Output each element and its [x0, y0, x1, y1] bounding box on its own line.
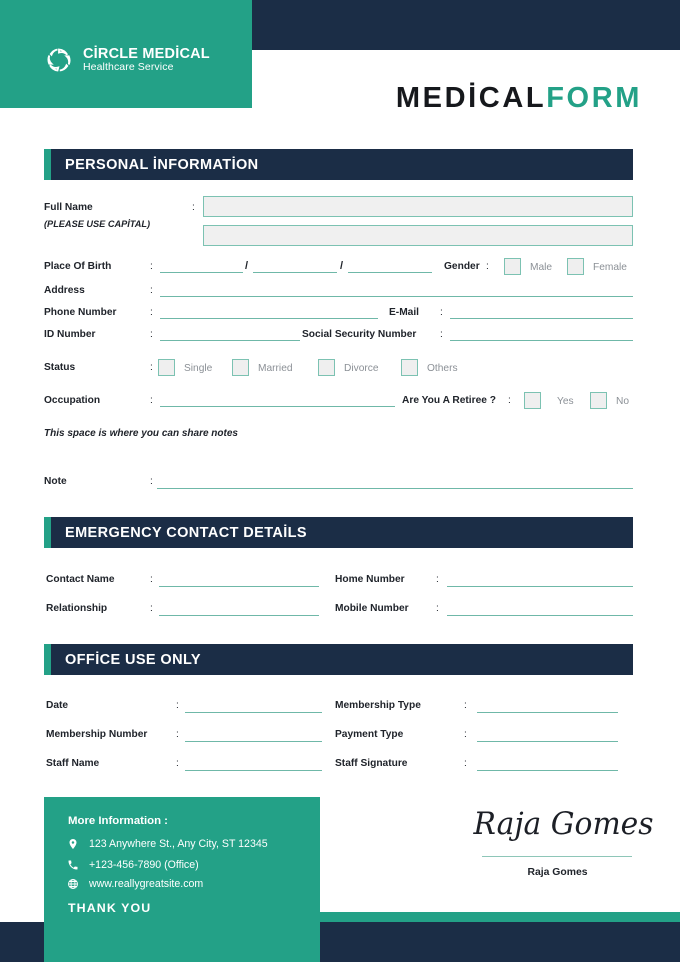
colon-note: : — [150, 476, 153, 487]
input-id-number[interactable] — [160, 340, 300, 341]
label-full-name: Full Name — [44, 202, 93, 213]
label-id-number: ID Number — [44, 329, 96, 340]
label-occupation: Occupation — [44, 395, 101, 406]
signature-line — [482, 856, 632, 857]
section-title-emergency: EMERGENCY CONTACT DETAİLS — [65, 524, 308, 541]
input-full-name-line1[interactable] — [203, 196, 633, 217]
section-header-emergency-contact — [44, 517, 633, 548]
section-title-office: OFFİCE USE ONLY — [65, 651, 201, 668]
input-payment-type[interactable] — [477, 741, 618, 742]
location-pin-icon — [66, 837, 79, 850]
footer-address-text: 123 Anywhere St., Any City, ST 12345 — [89, 837, 268, 850]
brand-tagline: Healthcare Service — [83, 61, 174, 74]
signature-script: Raja Gomes — [473, 806, 654, 842]
label-membership-type: Membership Type — [335, 700, 421, 711]
page-header — [0, 0, 680, 130]
colon-social-security-number: : — [440, 329, 443, 340]
colon-id-number: : — [150, 329, 153, 340]
section-header-personal-information — [44, 149, 633, 180]
slash-separator-1: / — [245, 260, 249, 272]
page-title-accent: FORM — [546, 82, 642, 114]
label-membership-number: Membership Number — [46, 729, 148, 740]
label-social-security-number: Social Security Number — [302, 329, 417, 340]
section-header-office-use-only — [44, 644, 633, 675]
colon-relationship: : — [150, 603, 153, 614]
input-date[interactable] — [185, 712, 322, 713]
input-full-name-line2[interactable] — [203, 225, 633, 246]
label-phone-number: Phone Number — [44, 307, 117, 318]
label-address: Address — [44, 285, 85, 296]
label-staff-signature: Staff Signature — [335, 758, 408, 769]
hint-notes-space: This space is where you can share notes — [44, 428, 238, 439]
input-membership-number[interactable] — [185, 741, 322, 742]
label-relationship: Relationship — [46, 603, 108, 614]
input-address[interactable] — [160, 296, 633, 297]
hint-use-capital: (PLEASE USE CAPİTAL) — [44, 219, 151, 229]
input-contact-name[interactable] — [159, 586, 319, 587]
label-contact-name: Contact Name — [46, 574, 115, 585]
label-status-married: Married — [258, 363, 293, 374]
circle-swirl-icon — [44, 45, 74, 75]
footer-more-information-heading: More Information : — [68, 815, 168, 827]
footer-thank-you: THANK YOU — [68, 901, 152, 915]
globe-icon — [66, 877, 79, 890]
input-note[interactable] — [157, 488, 633, 489]
label-mobile-number: Mobile Number — [335, 603, 409, 614]
checkbox-gender-female[interactable] — [567, 258, 584, 275]
colon-payment-type: : — [464, 729, 467, 740]
colon-email: : — [440, 307, 443, 318]
colon-full-name: : — [192, 202, 195, 213]
label-email: E-Mail — [389, 307, 420, 318]
checkbox-status-divorce[interactable] — [318, 359, 335, 376]
label-date: Date — [46, 700, 69, 711]
label-place-of-birth: Place Of Birth — [44, 261, 112, 272]
header-navy-band — [252, 0, 680, 50]
label-status-single: Single — [184, 363, 213, 374]
input-phone-number[interactable] — [160, 318, 378, 319]
input-home-number[interactable] — [447, 586, 633, 587]
colon-occupation: : — [150, 395, 153, 406]
checkbox-status-others[interactable] — [401, 359, 418, 376]
page-title-primary: MEDİCAL — [395, 82, 547, 114]
label-status: Status — [44, 362, 76, 373]
input-place-of-birth-part2[interactable] — [253, 272, 337, 273]
input-mobile-number[interactable] — [447, 615, 633, 616]
label-status-others: Others — [427, 363, 458, 374]
checkbox-gender-male[interactable] — [504, 258, 521, 275]
colon-phone-number: : — [150, 307, 153, 318]
input-staff-signature[interactable] — [477, 770, 618, 771]
checkbox-status-married[interactable] — [232, 359, 249, 376]
label-note: Note — [44, 476, 67, 487]
colon-membership-type: : — [464, 700, 467, 711]
input-social-security-number[interactable] — [450, 340, 633, 341]
colon-gender: : — [486, 261, 489, 272]
label-retiree-no: No — [616, 396, 630, 407]
label-gender-male: Male — [530, 262, 553, 273]
label-home-number: Home Number — [335, 574, 405, 585]
colon-staff-signature: : — [464, 758, 467, 769]
footer-phone-row — [66, 858, 199, 871]
page-title — [396, 82, 642, 115]
checkbox-status-single[interactable] — [158, 359, 175, 376]
input-place-of-birth-part3[interactable] — [348, 272, 432, 273]
input-place-of-birth-part1[interactable] — [160, 272, 243, 273]
input-relationship[interactable] — [159, 615, 319, 616]
footer-website-text: www.reallygreatsite.com — [89, 877, 204, 890]
input-occupation[interactable] — [160, 406, 395, 407]
checkbox-retiree-no[interactable] — [590, 392, 607, 409]
label-gender-female: Female — [593, 262, 627, 273]
brand-logo — [44, 45, 210, 75]
phone-icon — [66, 858, 79, 871]
colon-retiree: : — [508, 395, 511, 406]
checkbox-retiree-yes[interactable] — [524, 392, 541, 409]
brand-name: CİRCLE MEDİCAL — [83, 46, 210, 62]
colon-place-of-birth: : — [150, 261, 153, 272]
colon-staff-name: : — [176, 758, 179, 769]
label-retiree-yes: Yes — [557, 396, 574, 407]
colon-home-number: : — [436, 574, 439, 585]
input-staff-name[interactable] — [185, 770, 322, 771]
colon-status: : — [150, 362, 153, 373]
label-gender: Gender — [444, 261, 480, 272]
colon-mobile-number: : — [436, 603, 439, 614]
slash-separator-2: / — [340, 260, 344, 272]
section-title-personal: PERSONAL İNFORMATİON — [65, 156, 259, 173]
input-membership-type[interactable] — [477, 712, 618, 713]
colon-date: : — [176, 700, 179, 711]
colon-contact-name: : — [150, 574, 153, 585]
input-email[interactable] — [450, 318, 633, 319]
label-status-divorce: Divorce — [344, 363, 379, 374]
signature-printed-name: Raja Gomes — [527, 867, 588, 878]
colon-membership-number: : — [176, 729, 179, 740]
label-staff-name: Staff Name — [46, 758, 100, 769]
footer-phone-text: +123-456-7890 (Office) — [89, 858, 199, 871]
footer-address-row — [66, 837, 268, 850]
colon-address: : — [150, 285, 153, 296]
label-payment-type: Payment Type — [335, 729, 404, 740]
label-are-you-a-retiree: Are You A Retiree ? — [402, 395, 496, 406]
footer-website-row[interactable] — [66, 877, 203, 890]
